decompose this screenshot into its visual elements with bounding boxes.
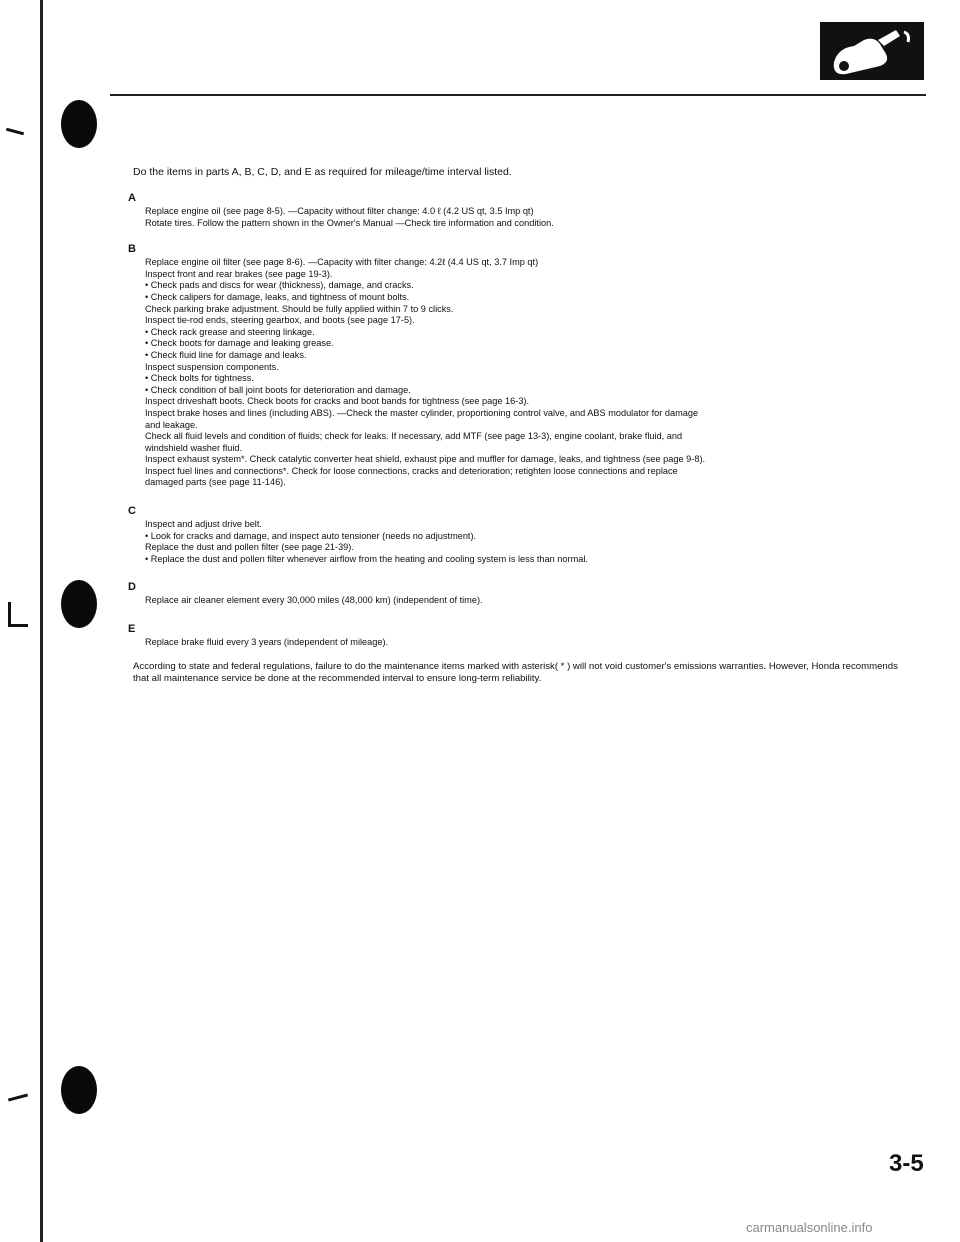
- maintenance-item: Inspect fuel lines and connections*. Check for loose connections, cracks and deterioration; retighten loose connections and replace: [145, 465, 678, 476]
- maintenance-subitem: • Check fluid line for damage and leaks.: [145, 349, 307, 360]
- section-c: [128, 505, 913, 565]
- page-number: 3-5: [889, 1150, 924, 1177]
- maintenance-item: Replace engine oil filter (see page 8-6). —Capacity with filter change: 4.2ℓ (4.4 US qt, 3.7 Imp qt): [145, 257, 539, 268]
- section-letter: D: [128, 581, 136, 594]
- punch-hole: [61, 580, 97, 628]
- binding-line: [40, 0, 43, 1242]
- section-b: [128, 243, 913, 489]
- binding-tick: [8, 1093, 28, 1101]
- watermark: carmanualsonline.info: [746, 1220, 873, 1235]
- maintenance-subitem: • Check boots for damage and leaking grease.: [145, 338, 334, 349]
- section-letter: B: [128, 243, 136, 256]
- maintenance-content: [128, 166, 913, 694]
- section-a: [128, 192, 913, 229]
- maintenance-subitem: • Check pads and discs for wear (thickness), damage, and cracks.: [145, 280, 414, 291]
- binding-tick: [8, 624, 28, 627]
- section-letter: E: [128, 623, 136, 636]
- maintenance-item-continued: damaged parts (see page 11-146).: [145, 477, 286, 488]
- maintenance-item-continued: windshield washer fluid.: [145, 442, 243, 453]
- intro-text: Do the items in parts A, B, C, D, and E as required for mileage/time interval listed.: [133, 166, 512, 178]
- section-letter: A: [128, 192, 136, 204]
- maintenance-item: Check all fluid levels and condition of fluids; check for leaks. If necessary, add MTF (see page 13-3), engine coolant, brake fluid, and: [145, 431, 683, 442]
- maintenance-item: Inspect suspension components.: [145, 361, 279, 372]
- maintenance-item: Inspect brake hoses and lines (including ABS). —Check the master cylinder, proportioning control valve, and ABS modulator for damage: [145, 407, 699, 418]
- maintenance-item-continued: and leakage.: [145, 419, 198, 430]
- maintenance-item: Replace brake fluid every 3 years (independent of mileage).: [145, 637, 389, 648]
- maintenance-subitem: • Check rack grease and steering linkage.: [145, 326, 315, 337]
- oil-can-logo-icon: [820, 22, 924, 80]
- maintenance-item: Replace air cleaner element every 30,000 miles (48,000 km) (independent of time).: [145, 595, 483, 606]
- maintenance-subitem: • Check calipers for damage, leaks, and tightness of mount bolts.: [145, 291, 410, 302]
- section-letter: C: [128, 505, 136, 518]
- header-rule: [110, 94, 926, 96]
- punch-hole: [61, 1066, 97, 1114]
- maintenance-item: Replace engine oil (see page 8-5). —Capacity without filter change: 4.0 ℓ (4.2 US qt, 3.5 Imp qt): [145, 206, 534, 216]
- maintenance-item: Inspect front and rear brakes (see page 19-3).: [145, 268, 333, 279]
- maintenance-subitem: • Replace the dust and pollen filter whenever airflow from the heating and cooling system is less than normal.: [145, 553, 588, 564]
- maintenance-subitem: • Check condition of ball joint boots for deterioration and damage.: [145, 384, 411, 395]
- maintenance-item: Replace the dust and pollen filter (see page 21-39).: [145, 542, 354, 553]
- emissions-footnote: According to state and federal regulations, failure to do the maintenance items marked with asterisk( * ) will not void customer's emissions warranties. However, Honda recommends that all maintenance service be done at the recommended interval to ensure long-term reliability.: [133, 660, 898, 684]
- maintenance-subitem: • Look for cracks and damage, and inspect auto tensioner (needs no adjustment).: [145, 530, 477, 541]
- maintenance-item: Inspect tie-rod ends, steering gearbox, and boots (see page 17-5).: [145, 315, 415, 326]
- punch-hole: [61, 100, 97, 148]
- section-e: [128, 623, 913, 649]
- binding-tick: [8, 602, 11, 626]
- maintenance-item: Inspect exhaust system*. Check catalytic converter heat shield, exhaust pipe and muffler for damage, leaks, and tightness (see page 9-8).: [145, 454, 706, 465]
- maintenance-item: Check parking brake adjustment. Should be fully applied within 7 to 9 clicks.: [145, 303, 454, 314]
- maintenance-subitem: • Check bolts for tightness.: [145, 373, 254, 384]
- maintenance-item: Inspect driveshaft boots. Check boots for cracks and boot bands for tightness (see page 16-3).: [145, 396, 530, 407]
- maintenance-item: Inspect and adjust drive belt.: [145, 519, 262, 530]
- section-d: [128, 581, 913, 607]
- maintenance-item: Rotate tires. Follow the pattern shown in the Owner's Manual —Check tire information and condition.: [145, 217, 554, 228]
- binding-tick: [6, 128, 24, 136]
